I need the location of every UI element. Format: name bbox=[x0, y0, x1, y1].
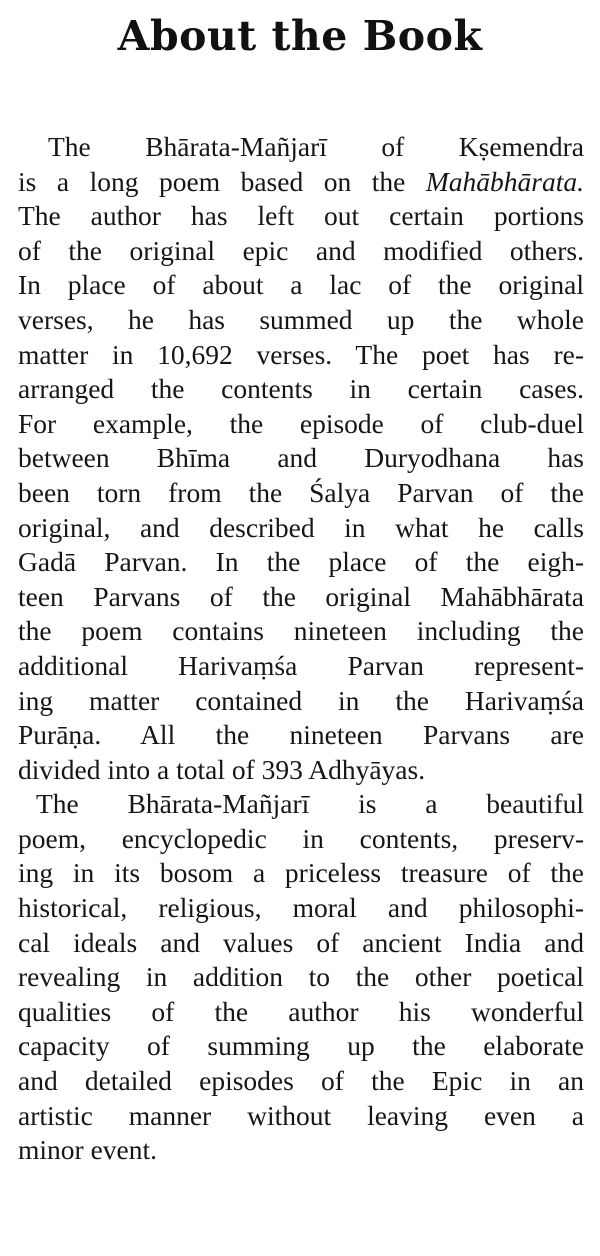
text-line: Purāṇa. All the nineteen Parvans are bbox=[18, 719, 584, 751]
text-line: For example, the episode of club-duel bbox=[18, 407, 584, 439]
paragraph-1 bbox=[18, 130, 584, 787]
text-line: the poem contains nineteen including the bbox=[18, 615, 584, 647]
text-line: The Bhārata-Mañjarī of Kṣemendra bbox=[48, 131, 584, 162]
text-line: been torn from the Śalya Parvan of the bbox=[18, 476, 584, 508]
text-line: qualities of the author his wonderful bbox=[18, 995, 584, 1027]
text-line: ing matter contained in the Harivaṃśa bbox=[18, 684, 584, 716]
text-line: additional Harivaṃśa Parvan represent- bbox=[18, 649, 584, 681]
text-line: In place of about a lac of the original bbox=[18, 269, 584, 301]
text-line: original, and described in what he calls bbox=[18, 511, 584, 543]
text-line: of the original epic and modified others. bbox=[18, 234, 584, 266]
text-line: verses, he has summed up the whole bbox=[18, 303, 584, 335]
text-line: revealing in addition to the other poetical bbox=[18, 961, 584, 993]
text-line: historical, religious, moral and philosophi- bbox=[18, 892, 584, 924]
text-line: is a long poem based on the Mahābhārata. bbox=[18, 165, 584, 197]
text-line: matter in 10,692 verses. The poet has re- bbox=[18, 338, 584, 370]
paragraph-2 bbox=[18, 787, 584, 1168]
body-text bbox=[18, 130, 584, 1168]
text-line: poem, encyclopedic in contents, preserv- bbox=[18, 822, 584, 854]
text-line: minor event. bbox=[18, 1134, 157, 1166]
text-line: cal ideals and values of ancient India and bbox=[18, 926, 584, 958]
text-line: ing in its bosom a priceless treasure of the bbox=[18, 857, 584, 889]
text-line: The author has left out certain portions bbox=[18, 200, 584, 232]
text-line: arranged the contents in certain cases. bbox=[18, 373, 584, 405]
epic-title-italic: Mahābhārata. bbox=[425, 165, 584, 197]
text-line: The Bhārata-Mañjarī is a beautiful bbox=[36, 788, 584, 820]
page-title: About the Book bbox=[117, 12, 483, 60]
text-line: Gadā Parvan. In the place of the eigh- bbox=[18, 546, 584, 578]
text-line: teen Parvans of the original Mahābhārata bbox=[18, 580, 584, 612]
text-line: between Bhīma and Duryodhana has bbox=[18, 442, 584, 474]
text-line: and detailed episodes of the Epic in an bbox=[18, 1065, 584, 1097]
text-line: divided into a total of 393 Adhyāyas. bbox=[18, 753, 426, 785]
text-line: artistic manner without leaving even a bbox=[18, 1099, 584, 1131]
text-line: capacity of summing up the elaborate bbox=[18, 1030, 584, 1062]
